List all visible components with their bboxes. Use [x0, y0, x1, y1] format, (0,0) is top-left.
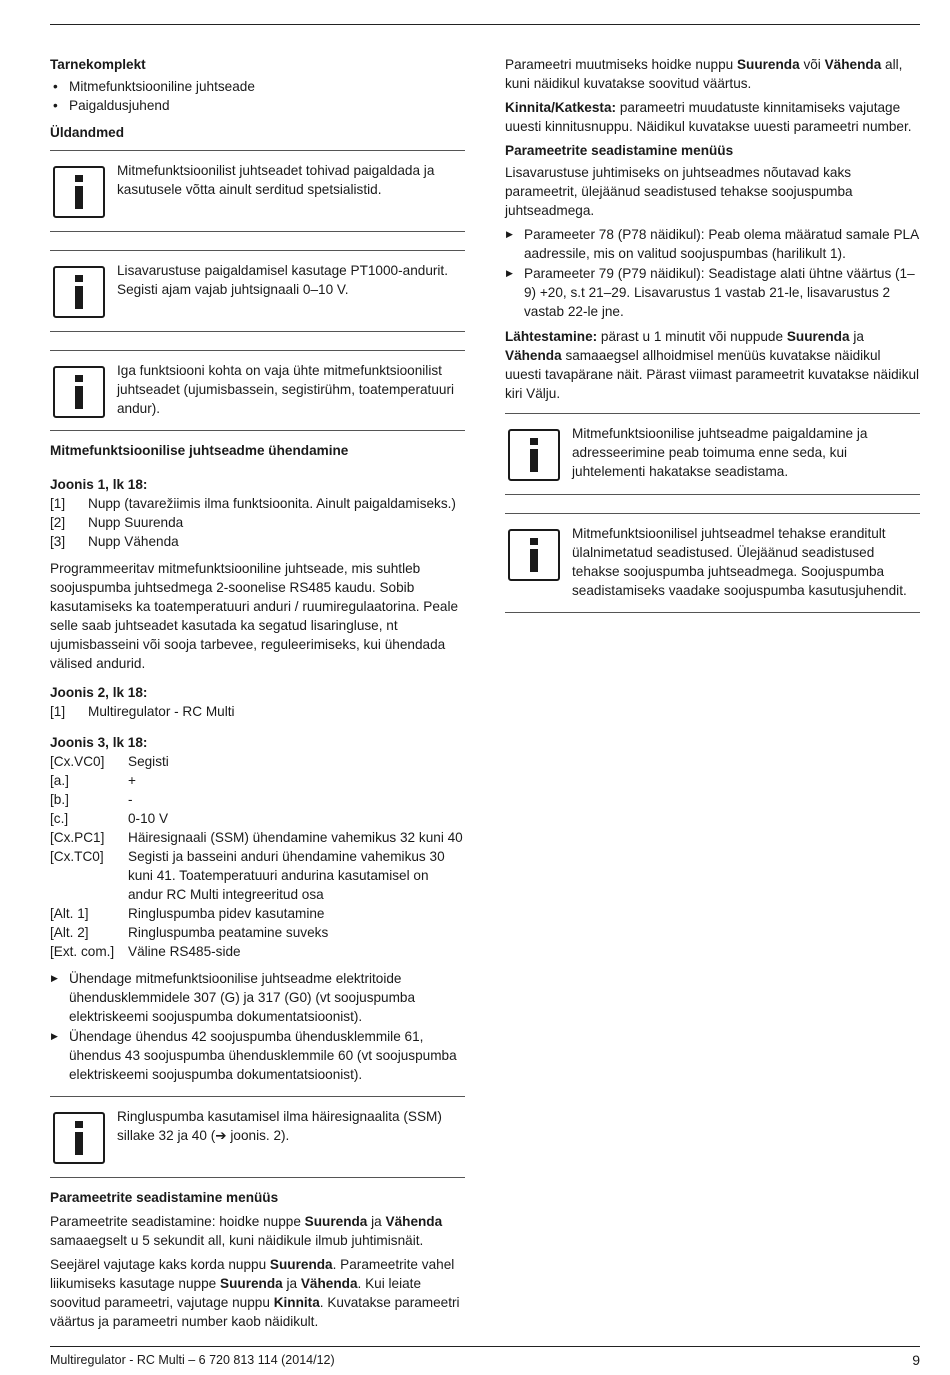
- confirm-paragraph: Kinnita/Katkesta: parameetri muudatuste kinnitamiseks vajutage uuesti kinnitusnuppu. Näidikul kuvatakse uuesti parameetri number.: [505, 100, 912, 134]
- legend-key: [1]: [50, 496, 66, 511]
- fig3-heading: Joonis 3, lk 18:: [50, 735, 148, 750]
- legend-key: [2]: [50, 515, 66, 530]
- legend-value: Segisti: [128, 754, 169, 769]
- list-item: ▶ Ühendage ühendus 42 soojuspumba ühendusklemmile 61, ühendus 43 soojuspumba ühendusklemmile 60 (vt soojuspumba elektriskeemi soojuspumba dokumentatsioonist).: [50, 1027, 465, 1084]
- legend-value: Häiresignaali (SSM) ühendamine vahemikus 32 kuni 40: [128, 830, 463, 845]
- legend-value: 0-10 V: [128, 811, 169, 826]
- list-item: • Paigaldusjuhend: [50, 96, 465, 115]
- info-icon: [53, 266, 105, 318]
- legend-key: [1]: [50, 704, 66, 719]
- note-text: Ringluspumba kasutamisel ilma häiresignaalita (SSM) sillake 32 ja 40 (➔ joonis. 2).: [117, 1109, 442, 1143]
- info-note: [505, 413, 920, 495]
- info-note: [50, 250, 465, 332]
- connection-steps: [50, 969, 465, 1084]
- param-list: [505, 225, 920, 321]
- left-column: [50, 55, 465, 1336]
- right-column: [505, 55, 920, 631]
- footer: [50, 1351, 920, 1370]
- legend-key: [3]: [50, 534, 66, 549]
- fig1-heading: Joonis 1, lk 18:: [50, 477, 148, 492]
- legend-key: [Alt. 1]: [50, 906, 89, 921]
- legend-key: [Alt. 2]: [50, 925, 89, 940]
- legend-value: Nupp (tavarežiimis ilma funktsioonita. Ainult paigaldamiseks.): [88, 496, 456, 511]
- fig2-heading: Joonis 2, lk 18:: [50, 685, 148, 700]
- delivery-list: [50, 77, 465, 115]
- delivery-heading: Tarnekomplekt: [50, 57, 146, 72]
- list-item: ▶ Parameeter 78 (P78 näidikul): Peab olema määratud samale PLA aadressile, mis on valitud soojuspumbas (harilikult 1).: [505, 225, 920, 263]
- footer-rule: [50, 1346, 920, 1347]
- list-item: ▶ Ühendage mitmefunktsioonilise juhtseadme elektritoide ühendusklemmidele 307 (G) ja 317 (G0) (vt soojuspumba elektriskeemi soojuspumba dokumentatsioonist).: [50, 969, 465, 1026]
- legend-value: Nupp Vähenda: [88, 534, 179, 549]
- legend-value: Segisti ja basseini anduri ühendamine vahemikus 30 kuni 41. Toatemperatuuri andurina kasutamisel on andur RC Multi integreeritud osa: [128, 849, 445, 902]
- info-icon: [508, 429, 560, 481]
- change-paragraph: Parameetri muutmiseks hoidke nuppu Suurenda või Vähenda all, kuni näidikul kuvatakse soovitud väärtus.: [505, 57, 903, 91]
- menu-paragraph: Lisavarustuse juhtimiseks on juhtseadmes nõutavad kaks parameetrit, ülejäänud seadistused tehakse soojuspumba juhtseadmega.: [505, 165, 853, 218]
- note-text: Mitmefunktsioonilist juhtseadet tohivad paigaldada ja kasutusele võtta ainult serditud spetsialistid.: [117, 163, 435, 197]
- info-icon: [53, 1112, 105, 1164]
- note-text: Iga funktsiooni kohta on vaja ühte mitmefunktsioonilist juhtseadet (ujumisbassein, segistirühm, toatemperatuuri andur).: [117, 363, 454, 416]
- legend-key: [Ext. com.]: [50, 944, 115, 959]
- legend-value: Ringluspumba peatamine suveks: [128, 925, 329, 940]
- connection-heading: Mitmefunktsioonilise juhtseadme ühendamine: [50, 443, 349, 458]
- legend-key: [Cx.TC0]: [50, 849, 104, 864]
- legend-key: [b.]: [50, 792, 69, 807]
- reset-paragraph: Lähtestamine: pärast u 1 minutit või nuppude Suurenda ja Vähenda samaaegsel allhoidmisel menüüs kuvatakse näidikul uuesti tavapärane näit. Pärast viimast parameetrit kuvatakse näidikul kiri Välju.: [505, 329, 920, 401]
- info-note: [50, 1096, 465, 1178]
- param-heading: Parameetrite seadistamine menüüs: [50, 1190, 279, 1205]
- legend-value: Ringluspumba pidev kasutamine: [128, 906, 325, 921]
- legend-key: [a.]: [50, 773, 69, 788]
- list-item: ▶ Parameeter 79 (P79 näidikul): Seadistage alati ühtne väärtus (1–9) +20, s.t 21–29. Lisavarustus 1 vastab 21-le, lisavarustus 2 vastab 22-le jne.: [505, 264, 920, 321]
- info-note: [50, 350, 465, 431]
- note-text: Mitmefunktsioonilise juhtseadme paigaldamine ja adresseerimine peab toimuma enne seda, kui juhtelementi hakatakse seadistama.: [572, 426, 868, 479]
- fig3-legend: [50, 752, 465, 961]
- legend-value: Nupp Suurenda: [88, 515, 184, 530]
- menu-heading: Parameetrite seadistamine menüüs: [505, 143, 734, 158]
- general-heading: Üldandmed: [50, 125, 125, 140]
- legend-key: [Cx.VC0]: [50, 754, 105, 769]
- legend-key: [Cx.PC1]: [50, 830, 105, 845]
- info-icon: [53, 366, 105, 418]
- footer-doc-id: Multiregulator - RC Multi – 6 720 813 114 (2014/12): [50, 1353, 335, 1367]
- legend-key: [c.]: [50, 811, 69, 826]
- legend-value: -: [128, 792, 133, 807]
- info-note: [505, 513, 920, 613]
- legend-value: +: [128, 773, 136, 788]
- page-number: 9: [912, 1352, 920, 1368]
- fig1-legend: [50, 494, 465, 551]
- legend-value: Väline RS485-side: [128, 944, 241, 959]
- fig1-paragraph: Programmeeritav mitmefunktsiooniline juhtseade, mis suhtleb soojuspumba juhtsedmega 2-soonelise RS485 kaudu. Sobib kasutamiseks ka toatemperatuuri anduri / ruumiregulaatorina. Peale selle saab juhtseadet kasutada ka segatud lisaringluse, nt ujumisbasseini või sooja tarbevee, reguleerimiseks, kui ühendada välised andurid.: [50, 561, 459, 671]
- fig2-legend: [50, 702, 465, 721]
- note-text: Mitmefunktsioonilisel juhtseadmel tehakse eranditult ülalnimetatud seadistused. Ülejäänud seadistused tehakse soojuspumba juhtseadmega. Soojuspumba seadistamiseks vaadake soojuspumba kasutusjuhendit.: [572, 526, 907, 598]
- note-text: Lisavarustuse paigaldamisel kasutage PT1000-andurit. Segisti ajam vajab juhtsignaali 0–10 V.: [117, 263, 448, 297]
- info-note: [50, 150, 465, 232]
- param-paragraph-1: Parameetrite seadistamine: hoidke nuppe Suurenda ja Vähenda samaaegselt u 5 sekundit all, kuni näidikule ilmub juhtimisnäit.: [50, 1214, 443, 1248]
- legend-value: Multiregulator - RC Multi: [88, 704, 235, 719]
- top-rule: [50, 24, 920, 25]
- info-icon: [53, 166, 105, 218]
- param-paragraph-2: Seejärel vajutage kaks korda nuppu Suurenda. Parameetrite vahel liikumiseks kasutage nuppe Suurenda ja Vähenda. Kui leiate soovitud parameetri, vajutage nuppu Kinnita. Kuvatakse parameetri väärtus ja parameetri number kaob näidikult.: [50, 1257, 460, 1329]
- list-item: • Mitmefunktsiooniline juhtseade: [50, 77, 465, 96]
- info-icon: [508, 529, 560, 581]
